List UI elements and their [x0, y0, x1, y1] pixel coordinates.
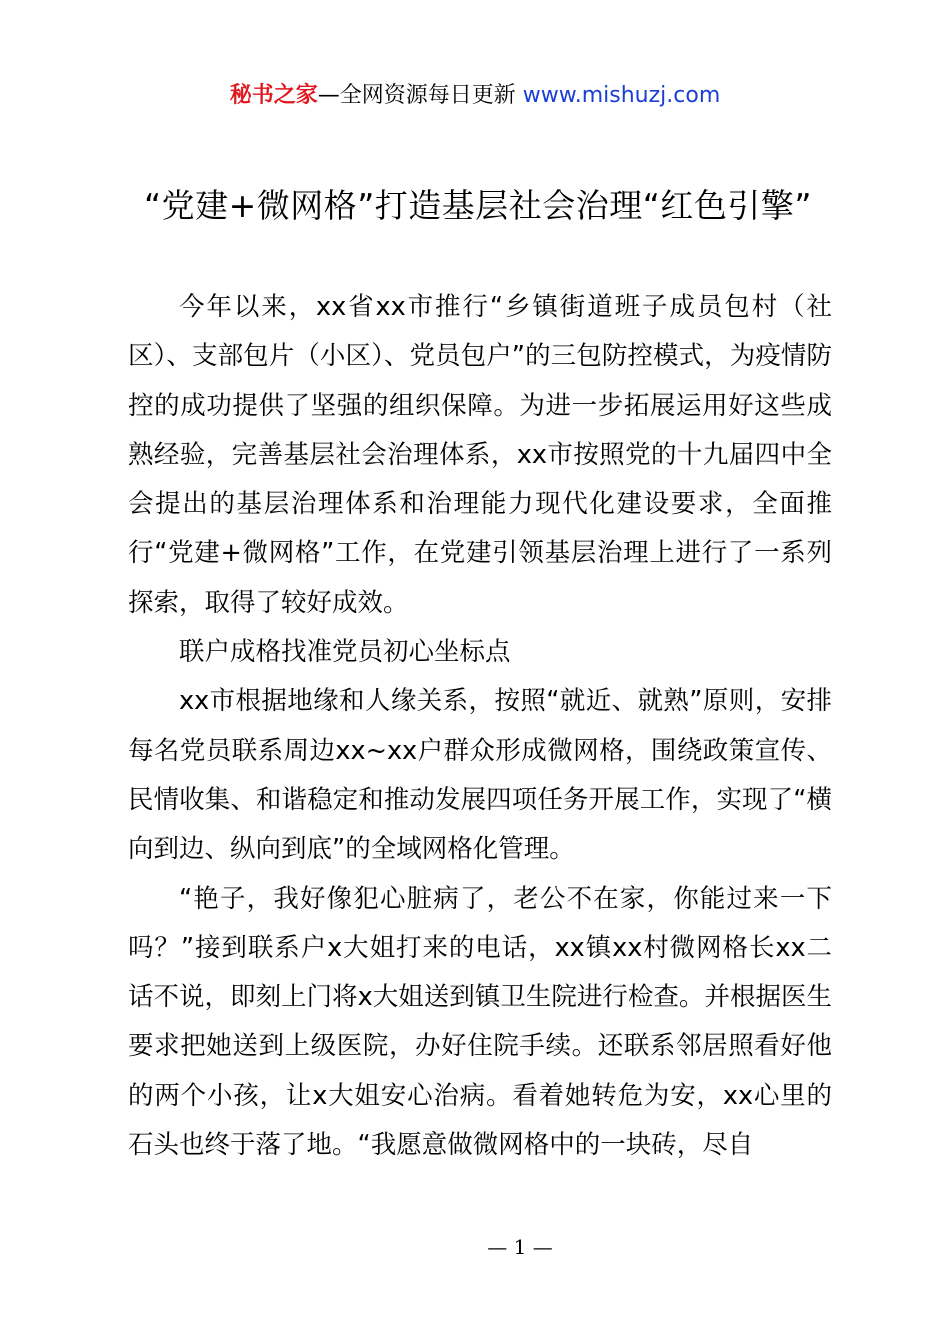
- document-body: [128, 283, 832, 1170]
- paragraph: xx市根据地缘和人缘关系，按照“就近、就熟”原则，安排每名党员联系周边xx~xx户群众形成微网格，围绕政策宣传、民情收集、和谐稳定和推动发展四项任务开展工作，实现了“横向到边、纵向到底”的全域网格化管理。: [128, 686, 832, 865]
- site-banner: [0, 80, 950, 112]
- brand-name: 秘书之家: [229, 83, 318, 108]
- paragraph: 今年以来，xx省xx市推行“乡镇街道班子成员包村（社区）、支部包片（小区）、党员包户”的三包防控模式，为疫情防控的成功提供了坚强的组织保障。为进一步拓展运用好这些成熟经验，完善基层社会治理体系，xx市按照党的十九届四中全会提出的基层治理体系和治理能力现代化建设要求，全面推行“党建+微网格”工作，在党建引领基层治理上进行了一系列探索，取得了较好成效。: [128, 292, 832, 618]
- document-title: “党建+微网格”打造基层社会治理“红色引擎”: [143, 186, 813, 225]
- site-url-link[interactable]: www.mishuzj.com: [522, 83, 721, 108]
- section-heading: 联户成格找准党员初心坐标点: [179, 637, 511, 668]
- paragraph: “艳子，我好像犯心脏病了，老公不在家，你能过来一下吗？”接到联系户x大姐打来的电话，xx镇xx村微网格长xx二话不说，即刻上门将x大姐送到镇卫生院进行检查。并根据医生要求把她送到上级医院，办好住院手续。还联系邻居照看好他的两个小孩，让x大姐安心治病。看着她转危为安，xx心里的石头也终于落了地。“我愿意做微网格中的一块砖，尽自: [128, 883, 832, 1161]
- page-number: — 1 —: [487, 1235, 553, 1259]
- banner-tagline: —全网资源每日更新: [317, 83, 516, 108]
